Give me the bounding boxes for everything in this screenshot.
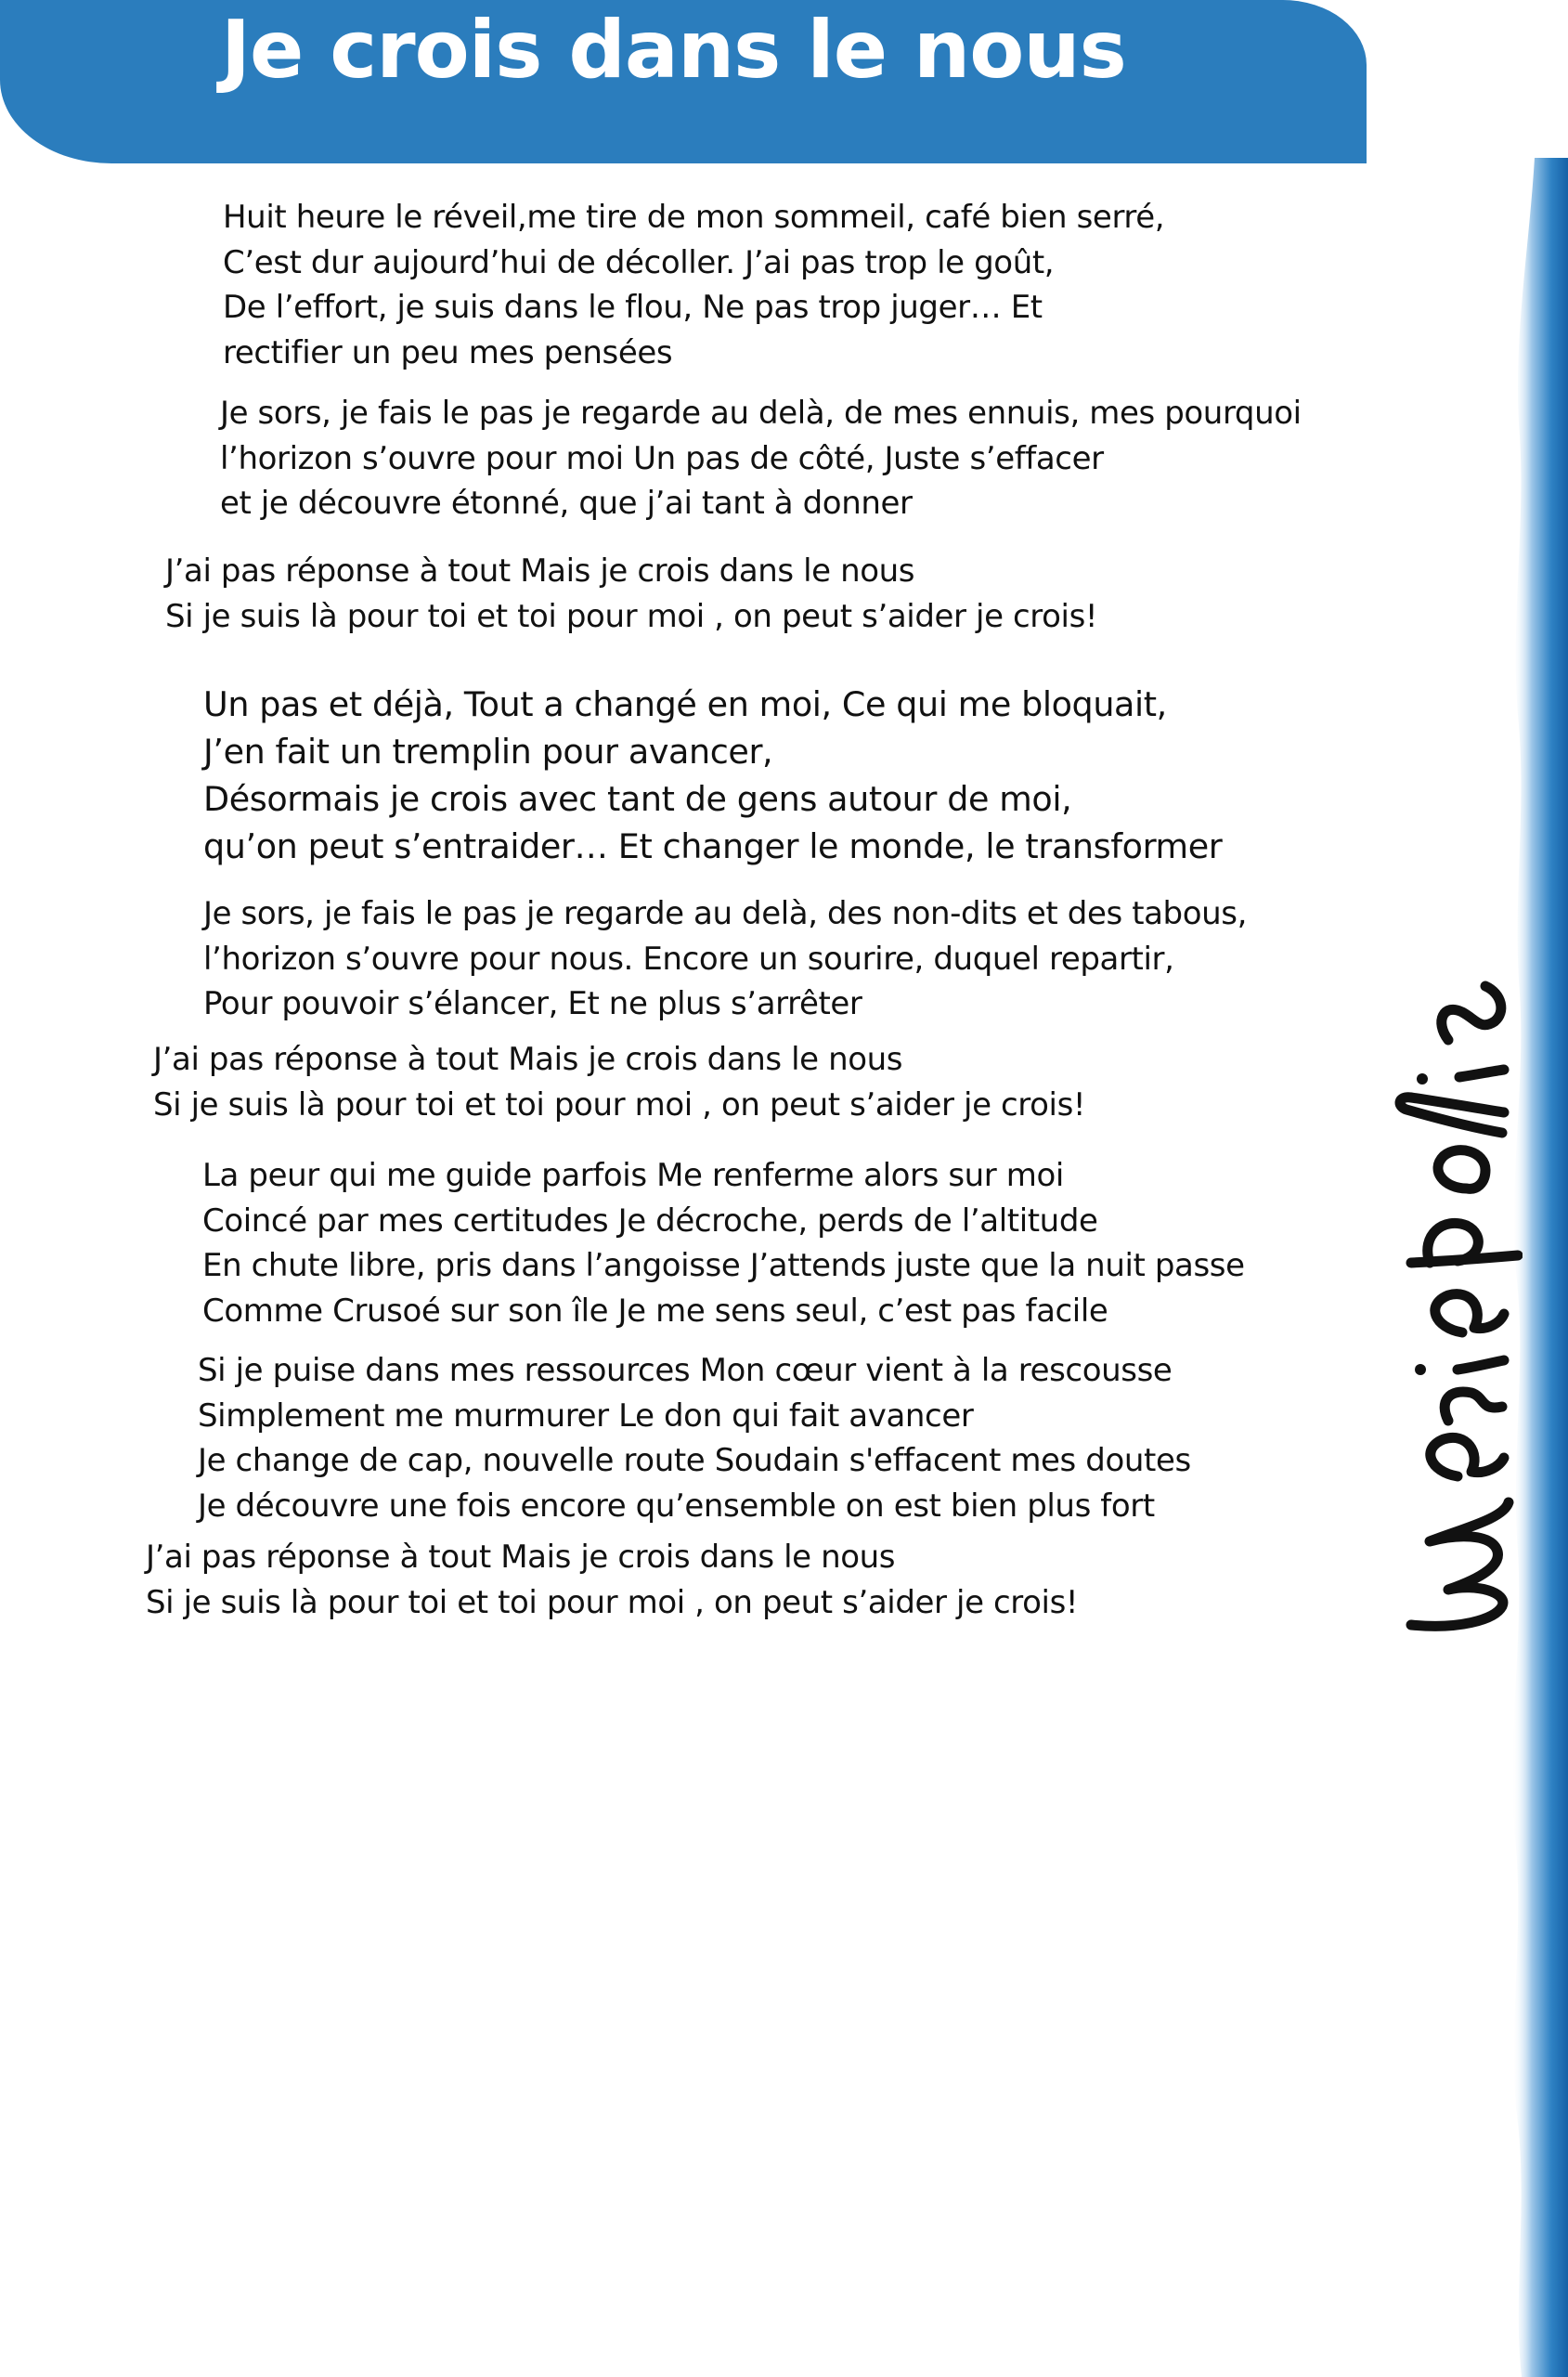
poem-line: Je sors, je fais le pas je regarde au delà, de mes ennuis, mes pourquoi	[220, 395, 1302, 432]
poem-line: J’en fait un tremplin pour avancer,	[203, 732, 773, 772]
poem-line: Un pas et déjà, Tout a changé en moi, Ce qui me bloquait,	[203, 684, 1167, 724]
stanza-5	[202, 1153, 1245, 1333]
poem-line: rectifier un peu mes pensées	[223, 333, 673, 371]
poem-line: J’ai pas réponse à tout Mais je crois dans le nous	[146, 1539, 896, 1576]
poem-line: J’ai pas réponse à tout Mais je crois dans le nous	[165, 552, 915, 590]
stanza-3	[203, 681, 1222, 870]
poem-line: La peur qui me guide parfois Me renferme alors sur moi	[202, 1157, 1064, 1194]
stanza-2	[220, 391, 1302, 526]
poem-line: Si je puise dans mes ressources Mon cœur vient à la rescousse	[198, 1352, 1173, 1389]
poem-line: l’horizon s’ouvre pour nous. Encore un sourire, duquel repartir,	[203, 940, 1174, 978]
refrain-1	[165, 549, 1097, 639]
poem-line: Je sors, je fais le pas je regarde au delà, des non-dits et des tabous,	[203, 895, 1248, 932]
poem-line: Si je suis là pour toi et toi pour moi , on peut s’aider je crois!	[153, 1085, 1086, 1124]
poem-line: C’est dur aujourd’hui de décoller. J’ai pas trop le goût,	[223, 243, 1055, 281]
poem-line: Je change de cap, nouvelle route Soudain s'effacent mes doutes	[198, 1442, 1191, 1479]
refrain-3	[146, 1535, 1078, 1625]
poem-line: Si je suis là pour toi et toi pour moi , on peut s’aider je crois!	[165, 597, 1098, 635]
poem-line: Comme Crusoé sur son île Je me sens seul, c’est pas facile	[202, 1292, 1108, 1330]
stanza-4	[203, 891, 1247, 1027]
poem-line: Coincé par mes certitudes Je décroche, perds de l’altitude	[202, 1201, 1098, 1240]
stanza-1	[223, 195, 1164, 375]
stanza-6	[198, 1348, 1191, 1528]
poem-line: Désormais je crois avec tant de gens autour de moi,	[203, 779, 1072, 819]
poem-line: Simplement me murmurer Le don qui fait avancer	[198, 1396, 974, 1435]
poem-line: En chute libre, pris dans l’angoisse J’attends juste que la nuit passe	[202, 1247, 1245, 1284]
poem-line: De l’effort, je suis dans le flou, Ne pas trop juger… Et	[223, 289, 1043, 326]
poem-line: l’horizon s’ouvre pour moi Un pas de côté, Juste s’effacer	[220, 439, 1104, 477]
poem-line: Huit heure le réveil,me tire de mon sommeil, café bien serré,	[223, 199, 1165, 236]
poem-line: Si je suis là pour toi et toi pour moi , on peut s’aider je crois!	[146, 1583, 1079, 1621]
handwritten-signature	[1393, 743, 1523, 1634]
poem-line: Je découvre une fois encore qu’ensemble on est bien plus fort	[198, 1487, 1155, 1525]
poem-line: et je découvre étonné, que j’ai tant à donner	[220, 485, 913, 522]
poem-line: Pour pouvoir s’élancer, Et ne plus s’arrêter	[203, 985, 862, 1022]
poem-line: J’ai pas réponse à tout Mais je crois dans le nous	[153, 1041, 903, 1078]
poem-line: qu’on peut s’entraider… Et changer le monde, le transformer	[203, 826, 1223, 866]
page-title: Je crois dans le nous	[221, 4, 1126, 97]
refrain-2	[153, 1037, 1085, 1127]
